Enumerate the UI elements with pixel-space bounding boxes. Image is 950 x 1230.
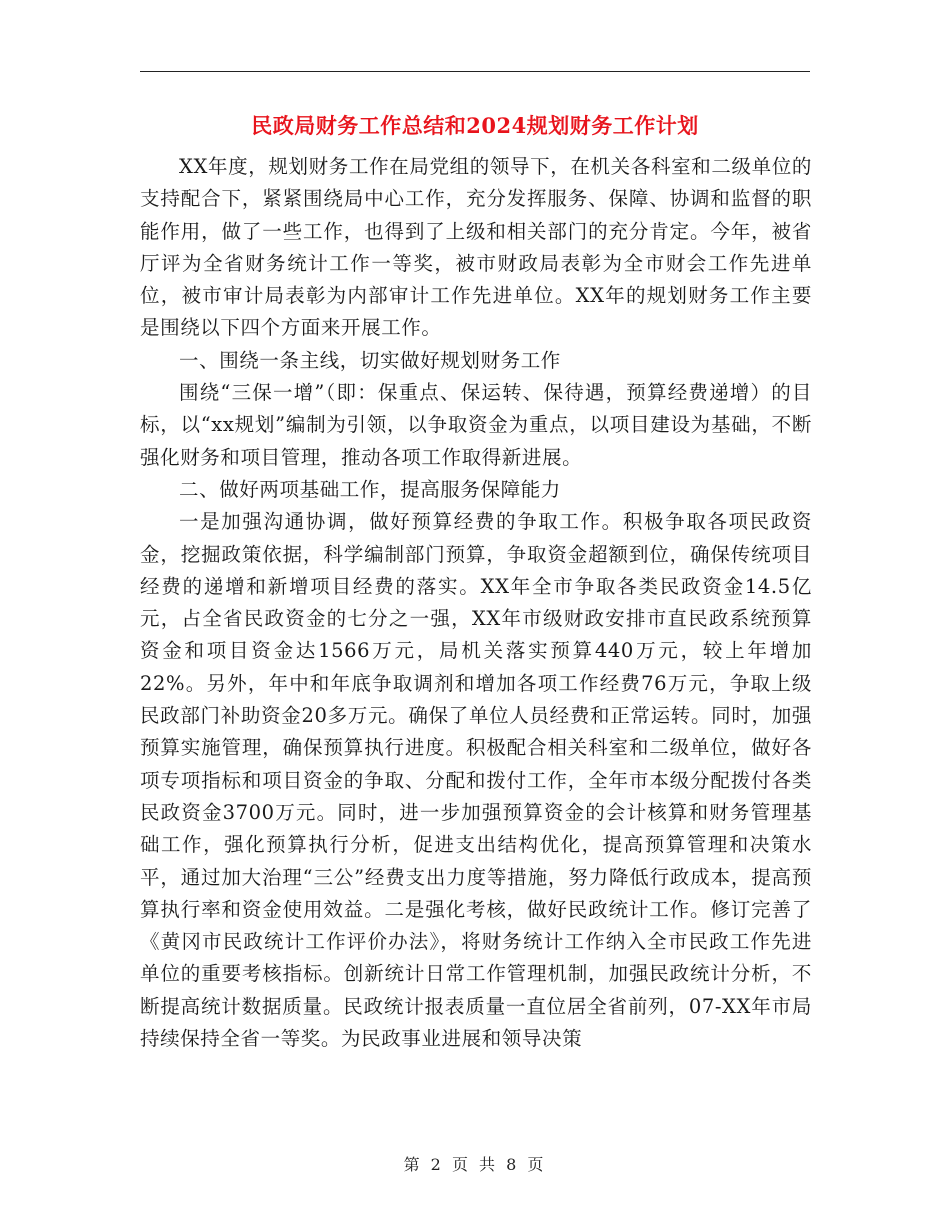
paragraph-section-1: 围绕“三保一增”（即：保重点、保运转、保待遇，预算经费递增）的目标，以“xx规划”编制为引领，以争取资金为重点，以项目建设为基础，不断强化财务和项目管理，推动各项工作取得新进展。 <box>140 381 812 469</box>
paragraph-intro: XX年度，规划财务工作在局党组的领导下，在机关各科室和二级单位的支持配合下，紧紧围绕局中心工作，充分发挥服务、保障、协调和监督的职能作用，做了一些工作，也得到了上级和相关部门的充分肯定。今年，被省厅评为全省财务统计工作一等奖，被市财政局表彰为全市财会工作先进单位，被市审计局表彰为内部审计工作先进单位。XX年的规划财务工作主要是围绕以下四个方面来开展工作。 <box>140 155 812 340</box>
document-title: 民政局财务工作总结和2024规划财务工作计划 <box>251 113 699 138</box>
document-body <box>140 151 812 1055</box>
paragraph-section-2: 一是加强沟通协调，做好预算经费的争取工作。积极争取各项民政资金，挖掘政策依据，科学编制部门预算，争取资金超额到位，确保传统项目经费的递增和新增项目经费的落实。XX年全市争取各类民政资金14.5亿元，占全省民政资金的七分之一强，XX年市级财政安排市直民政系统预算资金和项目资金达1566万元，局机关落实预算440万元，较上年增加22%。另外，年中和年底争取调剂和增加各项工作经费76万元，争取上级民政部门补助资金20多万元。确保了单位人员经费和正常运转。同时，加强预算实施管理，确保预算执行进度。积极配合相关科室和二级单位，做好各项专项指标和项目资金的争取、分配和拨付工作，全年市本级分配拨付各类民政资金3700万元。同时，进一步加强预算资金的会计核算和财务管理基础工作，强化预算执行分析，促进支出结构优化，提高预算管理和决策水平，通过加大治理“三公”经费支出力度等措施，努力降低行政成本，提高预算执行率和资金使用效益。二是强化考核，做好民政统计工作。修订完善了《黄冈市民政统计工作评价办法》，将财务统计工作纳入全市民政工作先进单位的重要考核指标。创新统计日常工作管理机制，加强民政统计分析，不断提高统计数据质量。民政统计报表质量一直位居全省前列，07-XX年市局持续保持全省一等奖。为民政事业进展和领导决策 <box>140 510 812 1051</box>
header-rule <box>140 71 810 72</box>
section-heading-2: 二、做好两项基础工作，提高服务保障能力 <box>179 477 561 501</box>
section-heading-1: 一、围绕一条主线，切实做好规划财务工作 <box>179 348 561 372</box>
page-number-footer: 第 2 页 共 8 页 <box>403 1155 547 1174</box>
